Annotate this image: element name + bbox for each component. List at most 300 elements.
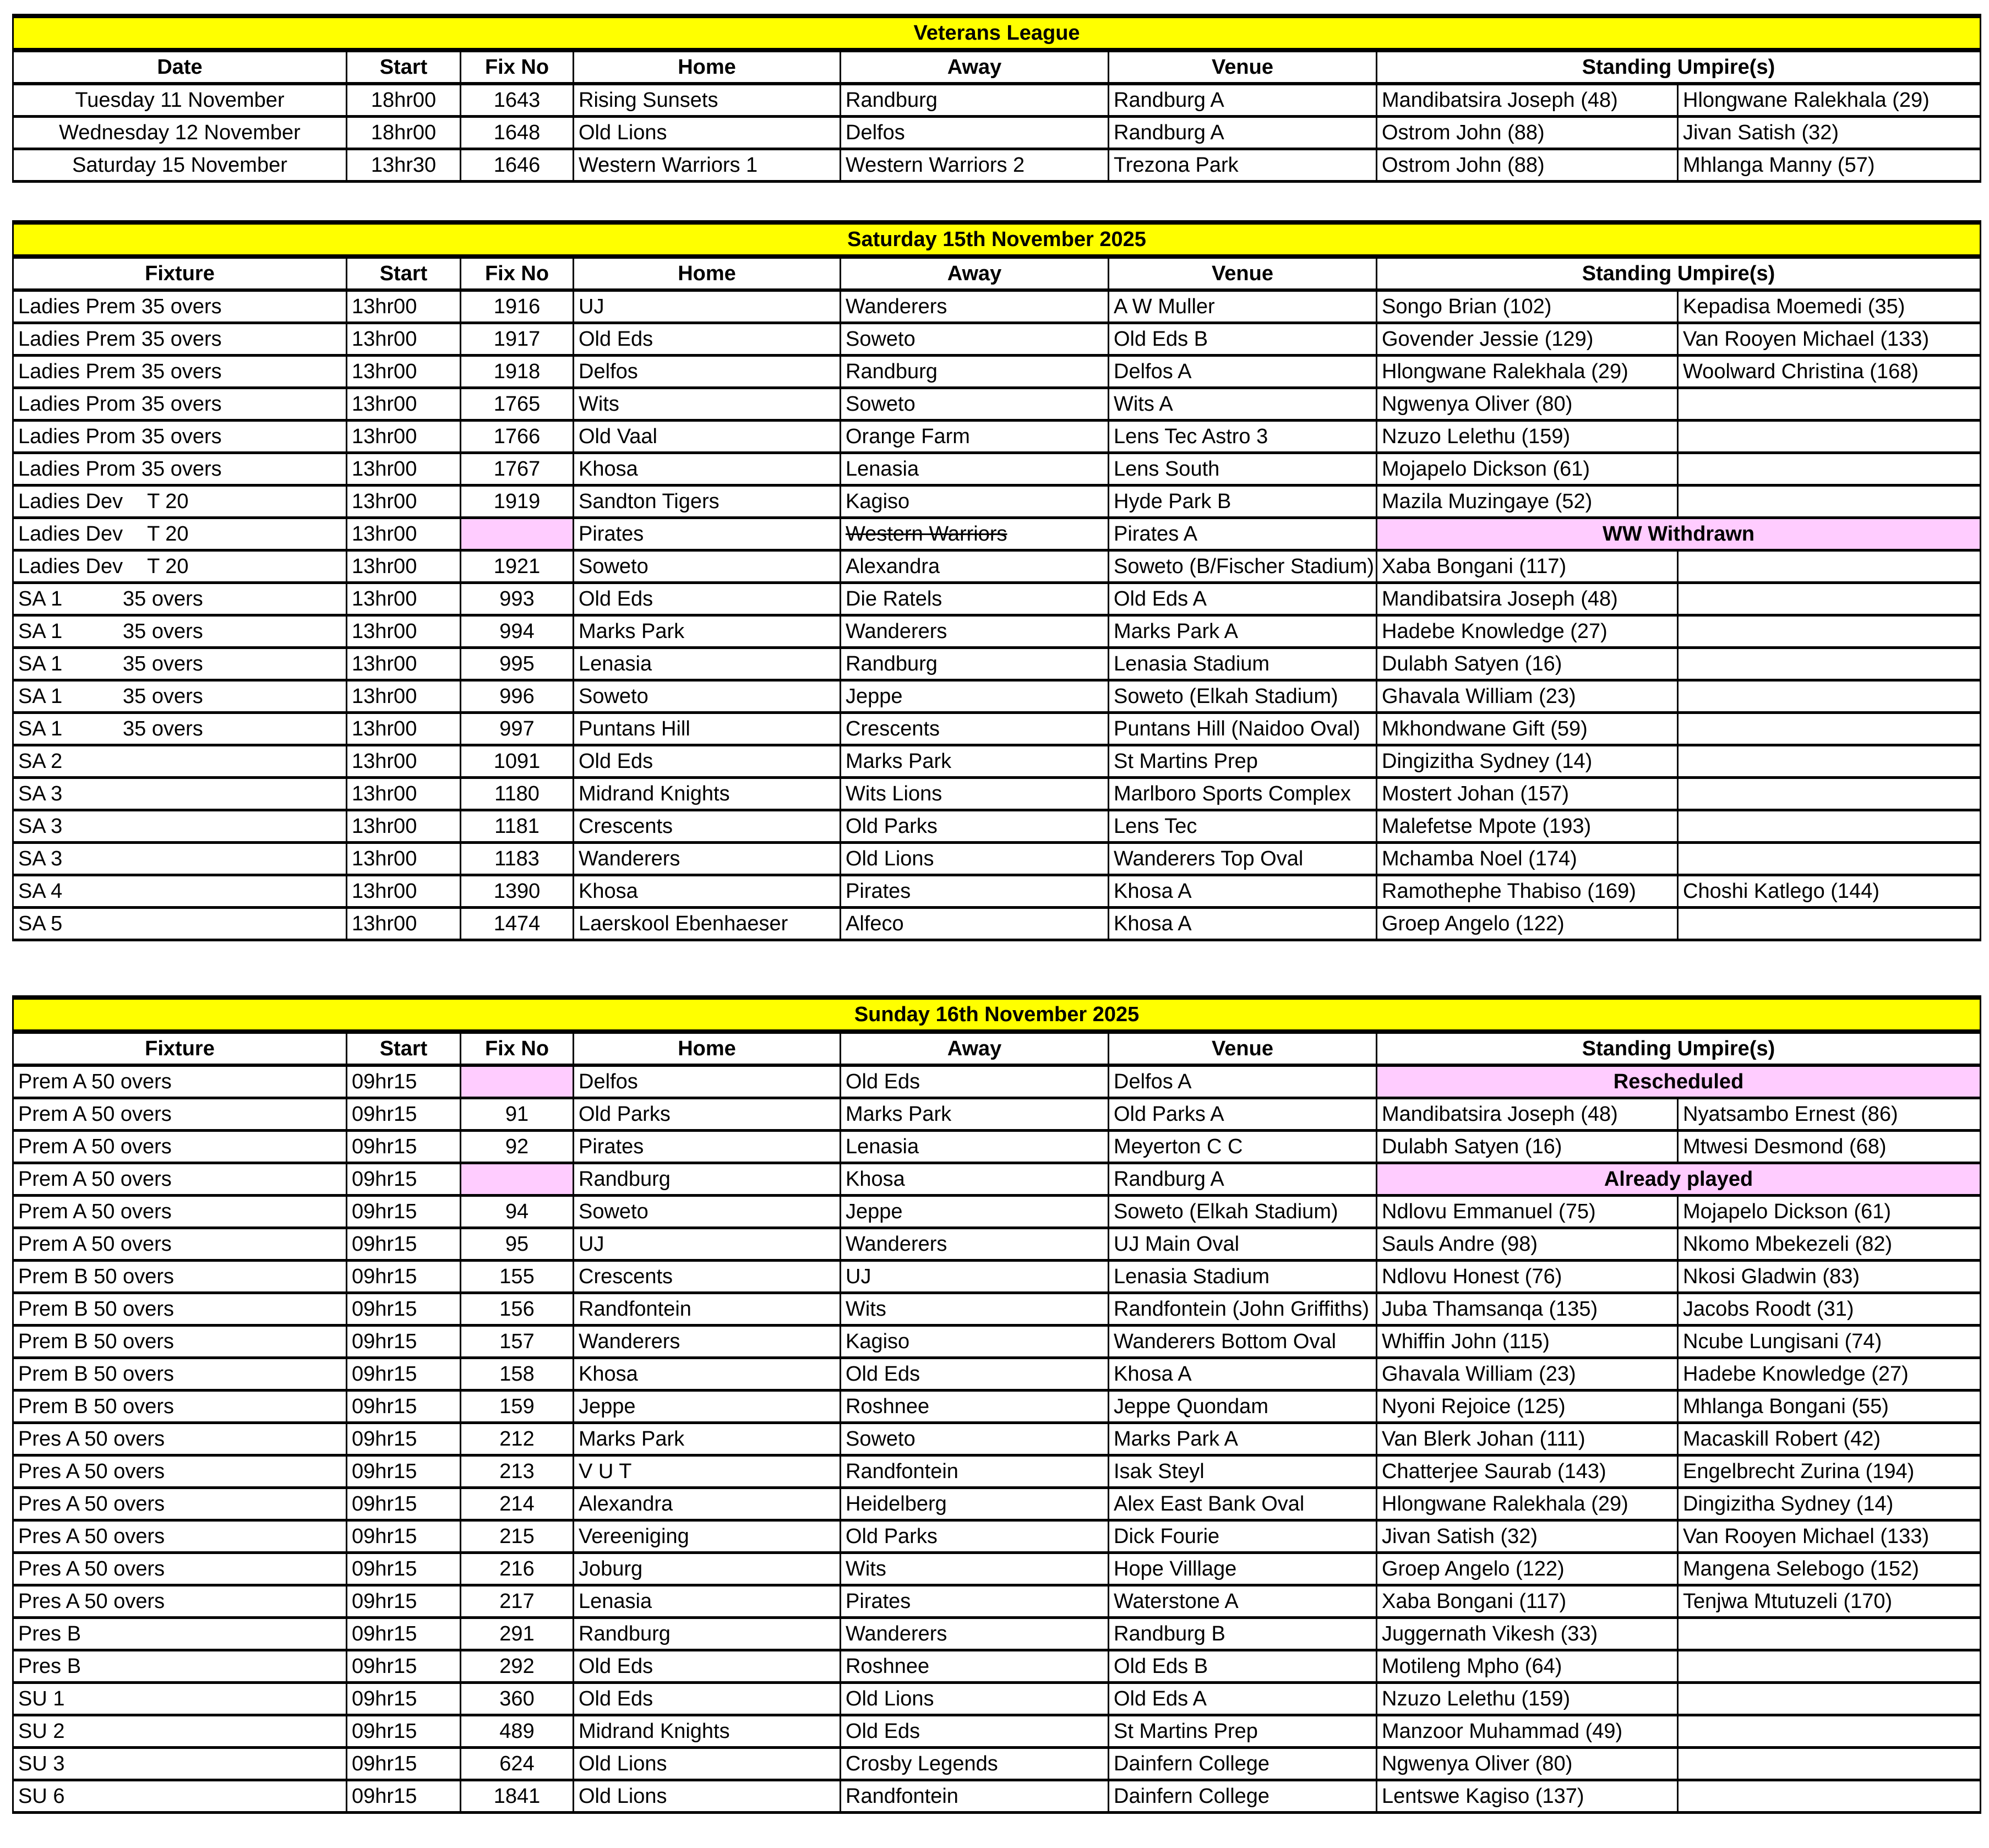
fixture-format: T 20 [147,490,189,513]
umpire-2-cell [1678,810,1981,843]
umpire-1-cell: Songo Brian (102) [1377,290,1678,323]
fix-no-cell: 994 [461,615,574,648]
start-cell: 13hr00 [347,290,461,323]
away-team-cell: Wanderers [841,615,1109,648]
fix-no-cell: 158 [461,1358,574,1391]
start-cell: 09hr15 [347,1293,461,1326]
away-team-cell: Khosa [841,1163,1109,1196]
venue-cell: Lens Tec Astro 3 [1109,421,1377,453]
venue-cell: Jeppe Quondam [1109,1391,1377,1423]
col-header-fixture: Fixture [13,257,347,290]
umpire-2-cell: Dingizitha Sydney (14) [1678,1488,1981,1520]
away-team-cell: Pirates [841,875,1109,908]
table-row [13,810,1981,843]
fixture-cell [13,745,347,778]
venue-cell: Soweto (Elkah Stadium) [1109,1196,1377,1228]
away-team-cell: Old Parks [841,810,1109,843]
table-row [13,323,1981,356]
umpire-1-cell: Ngwenya Oliver (80) [1377,388,1678,421]
home-team-cell: Old Vaal [574,421,841,453]
away-team-cell: Roshnee [841,1391,1109,1423]
venue-cell: St Martins Prep [1109,745,1377,778]
fix-no-cell: 155 [461,1261,574,1293]
umpire-1-cell: Chatterjee Saurab (143) [1377,1455,1678,1488]
home-team-cell: Khosa [574,453,841,486]
fixture-league: Ladies Dev [18,555,123,578]
umpire-1-cell: Nzuzo Lelethu (159) [1377,421,1678,453]
umpire-2-cell: Van Rooyen Michael (133) [1678,323,1981,356]
home-team-cell: Laerskool Ebenhaeser [574,908,841,940]
umpire-1-cell: Ngwenya Oliver (80) [1377,1748,1678,1780]
venue-cell: Old Eds B [1109,1650,1377,1683]
away-team-cell: Randburg [841,84,1109,117]
col-header-umpires: Standing Umpire(s) [1377,257,1981,290]
fix-no-cell [461,1163,574,1196]
away-team-cell: Marks Park [841,1098,1109,1131]
fixture-cell: SU 3 [13,1748,347,1780]
fixture-format: T 20 [147,522,189,546]
away-team-cell: Crosby Legends [841,1748,1109,1780]
home-team-cell: Old Eds [574,323,841,356]
fixture-league: SA 2 [18,750,63,773]
fix-no-cell: 1916 [461,290,574,323]
table-row [13,1455,1981,1488]
venue-cell: Delfos A [1109,1065,1377,1098]
table-row [13,421,1981,453]
table-row [13,1326,1981,1358]
venue-cell: Old Eds B [1109,323,1377,356]
fix-no-cell: 157 [461,1326,574,1358]
away-team-cell: Old Lions [841,1683,1109,1715]
table-row [13,713,1981,745]
away-team-cell: Western Warriors 2 [841,149,1109,182]
away-team-cell: Wits [841,1293,1109,1326]
venue-cell: Waterstone A [1109,1585,1377,1618]
table-row [13,518,1981,550]
fix-no-cell: 1766 [461,421,574,453]
umpire-1-cell: Mkhondwane Gift (59) [1377,713,1678,745]
umpire-1-cell: Jivan Satish (32) [1377,1520,1678,1553]
start-cell: 13hr00 [347,875,461,908]
venue-cell: Dick Fourie [1109,1520,1377,1553]
col-header-fix-no: Fix No [461,257,574,290]
start-cell: 09hr15 [347,1391,461,1423]
start-cell: 09hr15 [347,1780,461,1813]
away-team-cell: Old Parks [841,1520,1109,1553]
umpire-1-cell: Sauls Andre (98) [1377,1228,1678,1261]
veterans-league-table [12,14,1981,183]
fix-no-cell: 1180 [461,778,574,810]
umpire-2-cell [1678,1650,1981,1683]
table-row [13,84,1981,117]
start-cell: 09hr15 [347,1488,461,1520]
away-team-cell: Alfeco [841,908,1109,940]
fixture-format: 35 overs [123,620,203,643]
start-cell: 13hr00 [347,778,461,810]
start-cell: 13hr00 [347,356,461,388]
fix-no-cell: 95 [461,1228,574,1261]
away-team-cell: Jeppe [841,680,1109,713]
venue-cell: Randburg A [1109,84,1377,117]
home-team-cell: Crescents [574,1261,841,1293]
home-team-cell: Marks Park [574,615,841,648]
venue-cell: Lens South [1109,453,1377,486]
home-team-cell: Wits [574,388,841,421]
venue-cell: Wanderers Bottom Oval [1109,1326,1377,1358]
fix-no-cell: 292 [461,1650,574,1683]
start-cell: 09hr15 [347,1065,461,1098]
col-header-home: Home [574,257,841,290]
fix-no-cell [461,518,574,550]
umpire-1-cell: Ostrom John (88) [1377,149,1678,182]
start-cell: 09hr15 [347,1228,461,1261]
fixture-league: SA 1 [18,587,63,610]
fix-no-cell: 159 [461,1391,574,1423]
fix-no-cell: 1183 [461,843,574,875]
fixture-format: T 20 [147,555,189,578]
umpire-1-cell: Groep Angelo (122) [1377,908,1678,940]
home-team-cell: Randburg [574,1618,841,1650]
table-row [13,117,1981,149]
fixture-cell [13,550,347,583]
umpire-1-cell: Manzoor Muhammad (49) [1377,1715,1678,1748]
fixture-cell: Prem B 50 overs [13,1391,347,1423]
start-cell: 13hr30 [347,149,461,182]
col-header-start: Start [347,50,461,84]
umpire-2-cell: Mtwesi Desmond (68) [1678,1131,1981,1163]
start-cell: 09hr15 [347,1261,461,1293]
fixture-cell: Prem A 50 overs [13,1131,347,1163]
home-team-cell: Pirates [574,1131,841,1163]
table-row [13,486,1981,518]
home-team-cell: Western Warriors 1 [574,149,841,182]
away-team-cell: Alexandra [841,550,1109,583]
umpire-1-cell: Motileng Mpho (64) [1377,1650,1678,1683]
table-row [13,388,1981,421]
fixture-league: Ladies Prom 35 overs [18,457,222,481]
venue-cell: Old Eds A [1109,583,1377,615]
umpire-1-cell: Van Blerk Johan (111) [1377,1423,1678,1455]
fixture-cell: Prem B 50 overs [13,1293,347,1326]
fix-no-cell: 1841 [461,1780,574,1813]
table-row [13,1748,1981,1780]
umpire-1-cell: Lentswe Kagiso (137) [1377,1780,1678,1813]
venue-cell: Marlboro Sports Complex [1109,778,1377,810]
venue-cell: Soweto (Elkah Stadium) [1109,680,1377,713]
fixture-league: SA 3 [18,782,63,805]
home-team-cell: Pirates [574,518,841,550]
table-row [13,1065,1981,1098]
umpire-2-cell: Hadebe Knowledge (27) [1678,1358,1981,1391]
start-cell: 09hr15 [347,1163,461,1196]
umpire-2-cell [1678,1683,1981,1715]
away-team-cell: Wanderers [841,1618,1109,1650]
umpire-2-cell [1678,908,1981,940]
fixture-league: SA 5 [18,912,63,935]
away-team-cell: Randfontein [841,1455,1109,1488]
away-team-cell: Wanderers [841,290,1109,323]
fixture-cell [13,680,347,713]
fixture-cell: SU 1 [13,1683,347,1715]
umpire-2-cell: Nyatsambo Ernest (86) [1678,1098,1981,1131]
home-team-cell: Sandton Tigers [574,486,841,518]
fixture-cell: Pres B [13,1650,347,1683]
umpire-2-cell: Hlongwane Ralekhala (29) [1678,84,1981,117]
away-team-cell: Randfontein [841,1780,1109,1813]
umpire-2-cell: Choshi Katlego (144) [1678,875,1981,908]
fixture-league: Ladies Prem 35 overs [18,328,222,351]
venue-cell: Marks Park A [1109,1423,1377,1455]
fixture-cell: Prem A 50 overs [13,1065,347,1098]
fix-no-cell: 212 [461,1423,574,1455]
fix-no-cell: 214 [461,1488,574,1520]
umpire-1-cell: Mandibatsira Joseph (48) [1377,583,1678,615]
fixture-cell [13,843,347,875]
fixture-cell [13,486,347,518]
fixture-cell: Pres A 50 overs [13,1488,347,1520]
home-team-cell: Old Lions [574,1780,841,1813]
umpire-2-cell [1678,421,1981,453]
umpire-2-cell: Nkosi Gladwin (83) [1678,1261,1981,1293]
start-cell: 09hr15 [347,1683,461,1715]
fix-no-cell: 1390 [461,875,574,908]
col-header-away: Away [841,50,1109,84]
umpire-1-cell: Ndlovu Honest (76) [1377,1261,1678,1293]
home-team-cell: Wanderers [574,1326,841,1358]
fixture-cell: SU 6 [13,1780,347,1813]
away-team-cell: Western Warriors [841,518,1109,550]
umpire-1-cell: Groep Angelo (122) [1377,1553,1678,1585]
umpire-2-cell: Macaskill Robert (42) [1678,1423,1981,1455]
start-cell: 09hr15 [347,1520,461,1553]
table-row [13,1228,1981,1261]
fix-no-cell: 993 [461,583,574,615]
umpire-2-cell [1678,713,1981,745]
fixture-league: Ladies Prem 35 overs [18,360,222,383]
veterans-league-section [12,14,1980,183]
col-header-fixture: Fixture [13,1032,347,1065]
table-row [13,908,1981,940]
umpire-1-cell: Dulabh Satyen (16) [1377,648,1678,680]
fix-no-cell: 1181 [461,810,574,843]
umpire-1-cell: Hlongwane Ralekhala (29) [1377,356,1678,388]
fixture-league: SA 3 [18,847,63,870]
home-team-cell: Old Parks [574,1098,841,1131]
table-row [13,1618,1981,1650]
table-row [13,1780,1981,1813]
fix-no-cell: 156 [461,1293,574,1326]
away-team-cell: Orange Farm [841,421,1109,453]
home-team-cell: Soweto [574,680,841,713]
umpire-1-cell: Mandibatsira Joseph (48) [1377,84,1678,117]
home-team-cell: Soweto [574,550,841,583]
table-row [13,745,1981,778]
home-team-cell: Midrand Knights [574,1715,841,1748]
home-team-cell: UJ [574,1228,841,1261]
umpire-2-cell: Nkomo Mbekezeli (82) [1678,1228,1981,1261]
away-team-cell: UJ [841,1261,1109,1293]
start-cell: 13hr00 [347,453,461,486]
table-row [13,1131,1981,1163]
umpire-2-cell [1678,1748,1981,1780]
home-team-cell: Rising Sunsets [574,84,841,117]
fixture-cell: Pres A 50 overs [13,1423,347,1455]
away-team-cell: Randburg [841,648,1109,680]
away-team-cell: Old Eds [841,1715,1109,1748]
fixture-cell [13,713,347,745]
fixture-league: Ladies Dev [18,522,123,546]
venue-cell: Old Parks A [1109,1098,1377,1131]
start-cell: 13hr00 [347,550,461,583]
venue-cell: Randburg A [1109,117,1377,149]
home-team-cell: Crescents [574,810,841,843]
col-header-away: Away [841,257,1109,290]
away-team-cell: Soweto [841,323,1109,356]
venue-cell: Khosa A [1109,1358,1377,1391]
table-row [13,1553,1981,1585]
fix-no-cell: 1917 [461,323,574,356]
header-row [13,50,1981,84]
table-row [13,356,1981,388]
fixture-cell: Prem A 50 overs [13,1196,347,1228]
start-cell: 09hr15 [347,1650,461,1683]
fixture-league: Ladies Prom 35 overs [18,393,222,416]
away-team-cell: Soweto [841,1423,1109,1455]
fixture-league: Ladies Prom 35 overs [18,425,222,448]
start-cell: 09hr15 [347,1196,461,1228]
home-team-cell: Delfos [574,1065,841,1098]
fixture-cell [13,583,347,615]
col-header-home: Home [574,50,841,84]
away-team-cell: Crescents [841,713,1109,745]
umpire-2-cell: Jivan Satish (32) [1678,117,1981,149]
home-team-cell: Old Eds [574,583,841,615]
fixture-league: SA 3 [18,815,63,838]
fix-no-cell: 1919 [461,486,574,518]
table-row [13,875,1981,908]
fixture-format: 35 overs [123,685,203,708]
fix-no-cell: 91 [461,1098,574,1131]
umpire-2-cell [1678,388,1981,421]
fix-no-cell: 213 [461,1455,574,1488]
fix-no-cell: 624 [461,1748,574,1780]
col-header-umpires: Standing Umpire(s) [1377,50,1981,84]
fixture-cell: Pres B [13,1618,347,1650]
start-cell: 09hr15 [347,1455,461,1488]
venue-cell: Lens Tec [1109,810,1377,843]
fix-no-cell: 1918 [461,356,574,388]
venue-cell: Pirates A [1109,518,1377,550]
away-team-cell: Old Lions [841,843,1109,875]
umpire-2-cell: Kepadisa Moemedi (35) [1678,290,1981,323]
fix-no-cell: 360 [461,1683,574,1715]
home-team-cell: Randfontein [574,1293,841,1326]
home-team-cell: Lenasia [574,1585,841,1618]
fixture-cell [13,875,347,908]
umpire-1-cell: Nyoni Rejoice (125) [1377,1391,1678,1423]
table-row [13,290,1981,323]
sunday-section [12,995,1980,1814]
col-header-venue: Venue [1109,257,1377,290]
section-title: Saturday 15th November 2025 [13,222,1981,257]
umpire-1-cell: Ghavala William (23) [1377,1358,1678,1391]
umpire-1-cell: Ndlovu Emmanuel (75) [1377,1196,1678,1228]
col-header-fix-no: Fix No [461,50,574,84]
fix-no-cell: 1765 [461,388,574,421]
start-cell: 13hr00 [347,648,461,680]
venue-cell: Khosa A [1109,908,1377,940]
fixture-format: 35 overs [123,587,203,610]
home-team-cell: V U T [574,1455,841,1488]
date-cell: Tuesday 11 November [13,84,347,117]
start-cell: 09hr15 [347,1585,461,1618]
start-cell: 09hr15 [347,1326,461,1358]
fixture-league: SA 1 [18,620,63,643]
away-team-cell: Kagiso [841,486,1109,518]
col-header-venue: Venue [1109,50,1377,84]
fixture-cell [13,778,347,810]
fixture-cell: Pres A 50 overs [13,1553,347,1585]
venue-cell: Alex East Bank Oval [1109,1488,1377,1520]
umpire-2-cell: Ncube Lungisani (74) [1678,1326,1981,1358]
start-cell: 09hr15 [347,1098,461,1131]
away-team-cell: Marks Park [841,745,1109,778]
away-team-cell: Wanderers [841,1228,1109,1261]
umpire-2-cell [1678,453,1981,486]
col-header-home: Home [574,1032,841,1065]
umpire-1-cell: Mazila Muzingaye (52) [1377,486,1678,518]
table-row [13,1293,1981,1326]
header-row [13,257,1981,290]
start-cell: 13hr00 [347,323,461,356]
home-team-cell: Vereeniging [574,1520,841,1553]
fix-no-cell: 1921 [461,550,574,583]
fixture-cell [13,518,347,550]
venue-cell: UJ Main Oval [1109,1228,1377,1261]
status-note: Already played [1377,1163,1981,1196]
fixture-league: SA 1 [18,685,63,708]
table-row [13,453,1981,486]
umpire-2-cell [1678,843,1981,875]
umpire-1-cell: Dulabh Satyen (16) [1377,1131,1678,1163]
fixture-cell [13,421,347,453]
away-team-cell: Roshnee [841,1650,1109,1683]
start-cell: 13hr00 [347,421,461,453]
away-team-cell: Heidelberg [841,1488,1109,1520]
start-cell: 13hr00 [347,680,461,713]
fixture-cell [13,323,347,356]
col-header-umpires: Standing Umpire(s) [1377,1032,1981,1065]
start-cell: 13hr00 [347,615,461,648]
umpire-2-cell [1678,745,1981,778]
table-row [13,843,1981,875]
col-header-venue: Venue [1109,1032,1377,1065]
date-cell: Saturday 15 November [13,149,347,182]
table-row [13,1261,1981,1293]
away-team-cell: Lenasia [841,1131,1109,1163]
header-row [13,1032,1981,1065]
umpire-2-cell: Woolward Christina (168) [1678,356,1981,388]
umpire-2-cell [1678,1715,1981,1748]
away-team-cell: Old Eds [841,1065,1109,1098]
home-team-cell: Old Lions [574,1748,841,1780]
away-team-cell: Old Eds [841,1358,1109,1391]
venue-cell: Marks Park A [1109,615,1377,648]
fixture-cell: Pres A 50 overs [13,1520,347,1553]
home-team-cell: Joburg [574,1553,841,1585]
umpire-1-cell: Hlongwane Ralekhala (29) [1377,1488,1678,1520]
away-team-cell: Wits Lions [841,778,1109,810]
